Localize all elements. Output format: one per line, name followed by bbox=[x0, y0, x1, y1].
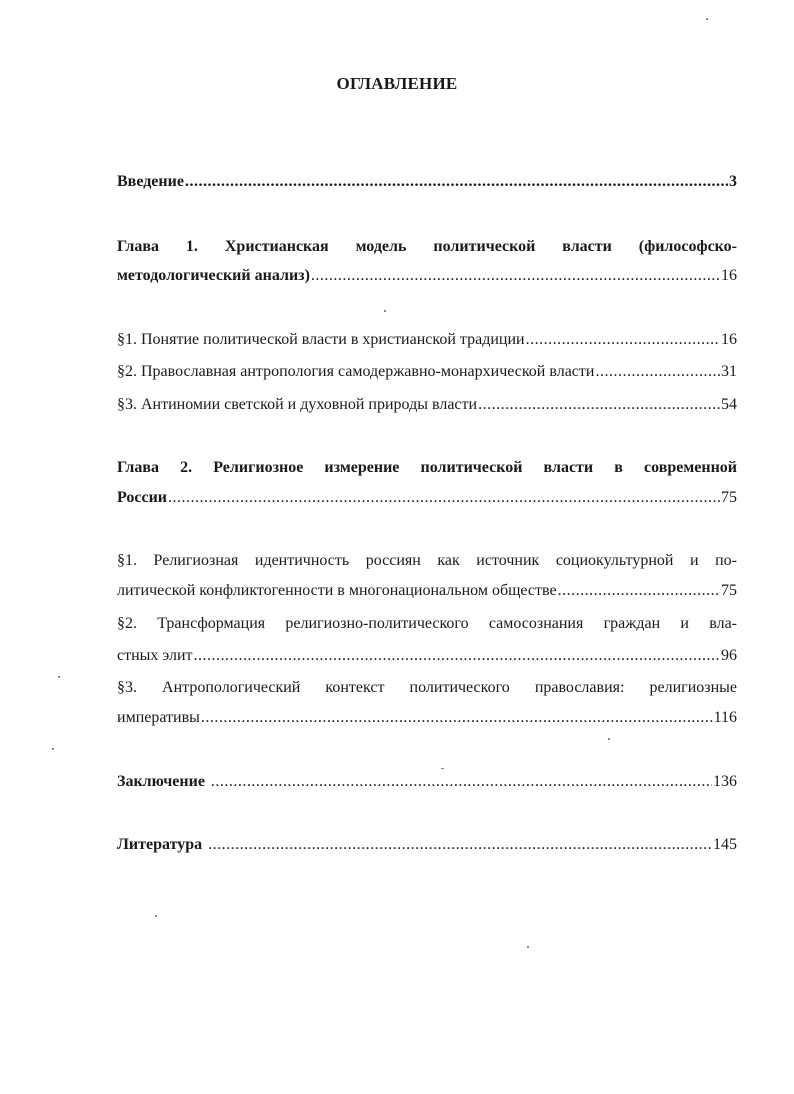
dot-leader bbox=[311, 266, 720, 286]
toc-page-number: 96 bbox=[721, 647, 737, 664]
scan-speck bbox=[608, 738, 610, 740]
dot-leader bbox=[478, 395, 720, 415]
toc-entry-label: §2. Православная антропология самодержавно-монархической власти bbox=[117, 363, 595, 380]
toc-entry-label: методологический анализ) bbox=[117, 267, 310, 284]
toc-section-2-3-line2[interactable] bbox=[117, 708, 737, 728]
toc-section-1-3[interactable] bbox=[117, 395, 737, 415]
dot-leader bbox=[168, 488, 720, 508]
dot-leader bbox=[526, 330, 720, 350]
dot-leader bbox=[595, 362, 720, 382]
toc-page-number: 54 bbox=[721, 396, 737, 413]
toc-chapter-2-subtitle[interactable] bbox=[117, 488, 737, 508]
dot-leader bbox=[211, 772, 712, 792]
toc-section-2-1-line2[interactable] bbox=[117, 581, 737, 601]
toc-entry-conclusion[interactable] bbox=[117, 772, 737, 792]
scan-speck bbox=[58, 676, 60, 678]
scan-speck bbox=[527, 946, 529, 948]
toc-page-number: 16 bbox=[721, 331, 737, 348]
toc-entry-intro[interactable] bbox=[117, 172, 737, 192]
toc-entry-label: Заключение bbox=[117, 773, 205, 790]
dot-leader bbox=[185, 172, 728, 192]
page-title: ОГЛАВЛЕНИЕ bbox=[336, 74, 458, 93]
toc-chapter-1-title[interactable]: Глава 1. Христианская модель политической власти (философско- bbox=[117, 238, 737, 255]
toc-entry-label: §3. Антиномии светской и духовной природы власти bbox=[117, 396, 478, 413]
toc-section-1-1[interactable] bbox=[117, 330, 737, 350]
toc-page-number: 3 bbox=[729, 173, 737, 190]
scan-speck bbox=[441, 768, 444, 769]
scan-speck bbox=[384, 310, 386, 312]
toc-entry-label: стных элит bbox=[117, 647, 193, 664]
scan-speck bbox=[52, 748, 54, 750]
dot-leader bbox=[201, 708, 713, 728]
toc-entry-label: императивы bbox=[117, 709, 200, 726]
toc-entry-label: литической конфликтогенности в многонациональном обществе bbox=[117, 582, 557, 599]
toc-page-number: 145 bbox=[713, 836, 737, 853]
toc-page-number: 116 bbox=[713, 709, 737, 726]
toc-entry-literature[interactable] bbox=[117, 835, 737, 855]
toc-section-2-3-line1[interactable]: §3. Антропологический контекст политического православия: религиозные bbox=[117, 679, 737, 696]
toc-section-1-2[interactable] bbox=[117, 362, 737, 382]
scan-speck bbox=[706, 18, 708, 20]
dot-leader bbox=[208, 835, 712, 855]
scan-speck bbox=[155, 915, 157, 917]
toc-entry-label: Введение bbox=[117, 173, 184, 190]
toc-page-number: 136 bbox=[713, 773, 737, 790]
toc-page-number: 75 bbox=[721, 489, 737, 506]
toc-chapter-1-subtitle[interactable] bbox=[117, 266, 737, 286]
dot-leader bbox=[558, 581, 720, 601]
toc-section-2-2-line1[interactable]: §2. Трансформация религиозно-политического самосознания граждан и вла- bbox=[117, 615, 737, 632]
toc-entry-label: Литература bbox=[117, 836, 203, 853]
toc-section-2-1-line1[interactable]: §1. Религиозная идентичность россиян как источник социокультурной и по- bbox=[117, 552, 737, 569]
toc-chapter-2-title[interactable]: Глава 2. Религиозное измерение политической власти в современной bbox=[117, 459, 737, 476]
toc-entry-label: §1. Понятие политической власти в христианской традиции bbox=[117, 331, 525, 348]
toc-page-number: 31 bbox=[721, 363, 737, 380]
toc-entry-label: России bbox=[117, 489, 168, 506]
toc-section-2-2-line2[interactable] bbox=[117, 646, 737, 666]
dot-leader bbox=[194, 646, 720, 666]
toc-page-number: 75 bbox=[721, 582, 737, 599]
toc-page-number: 16 bbox=[721, 267, 737, 284]
